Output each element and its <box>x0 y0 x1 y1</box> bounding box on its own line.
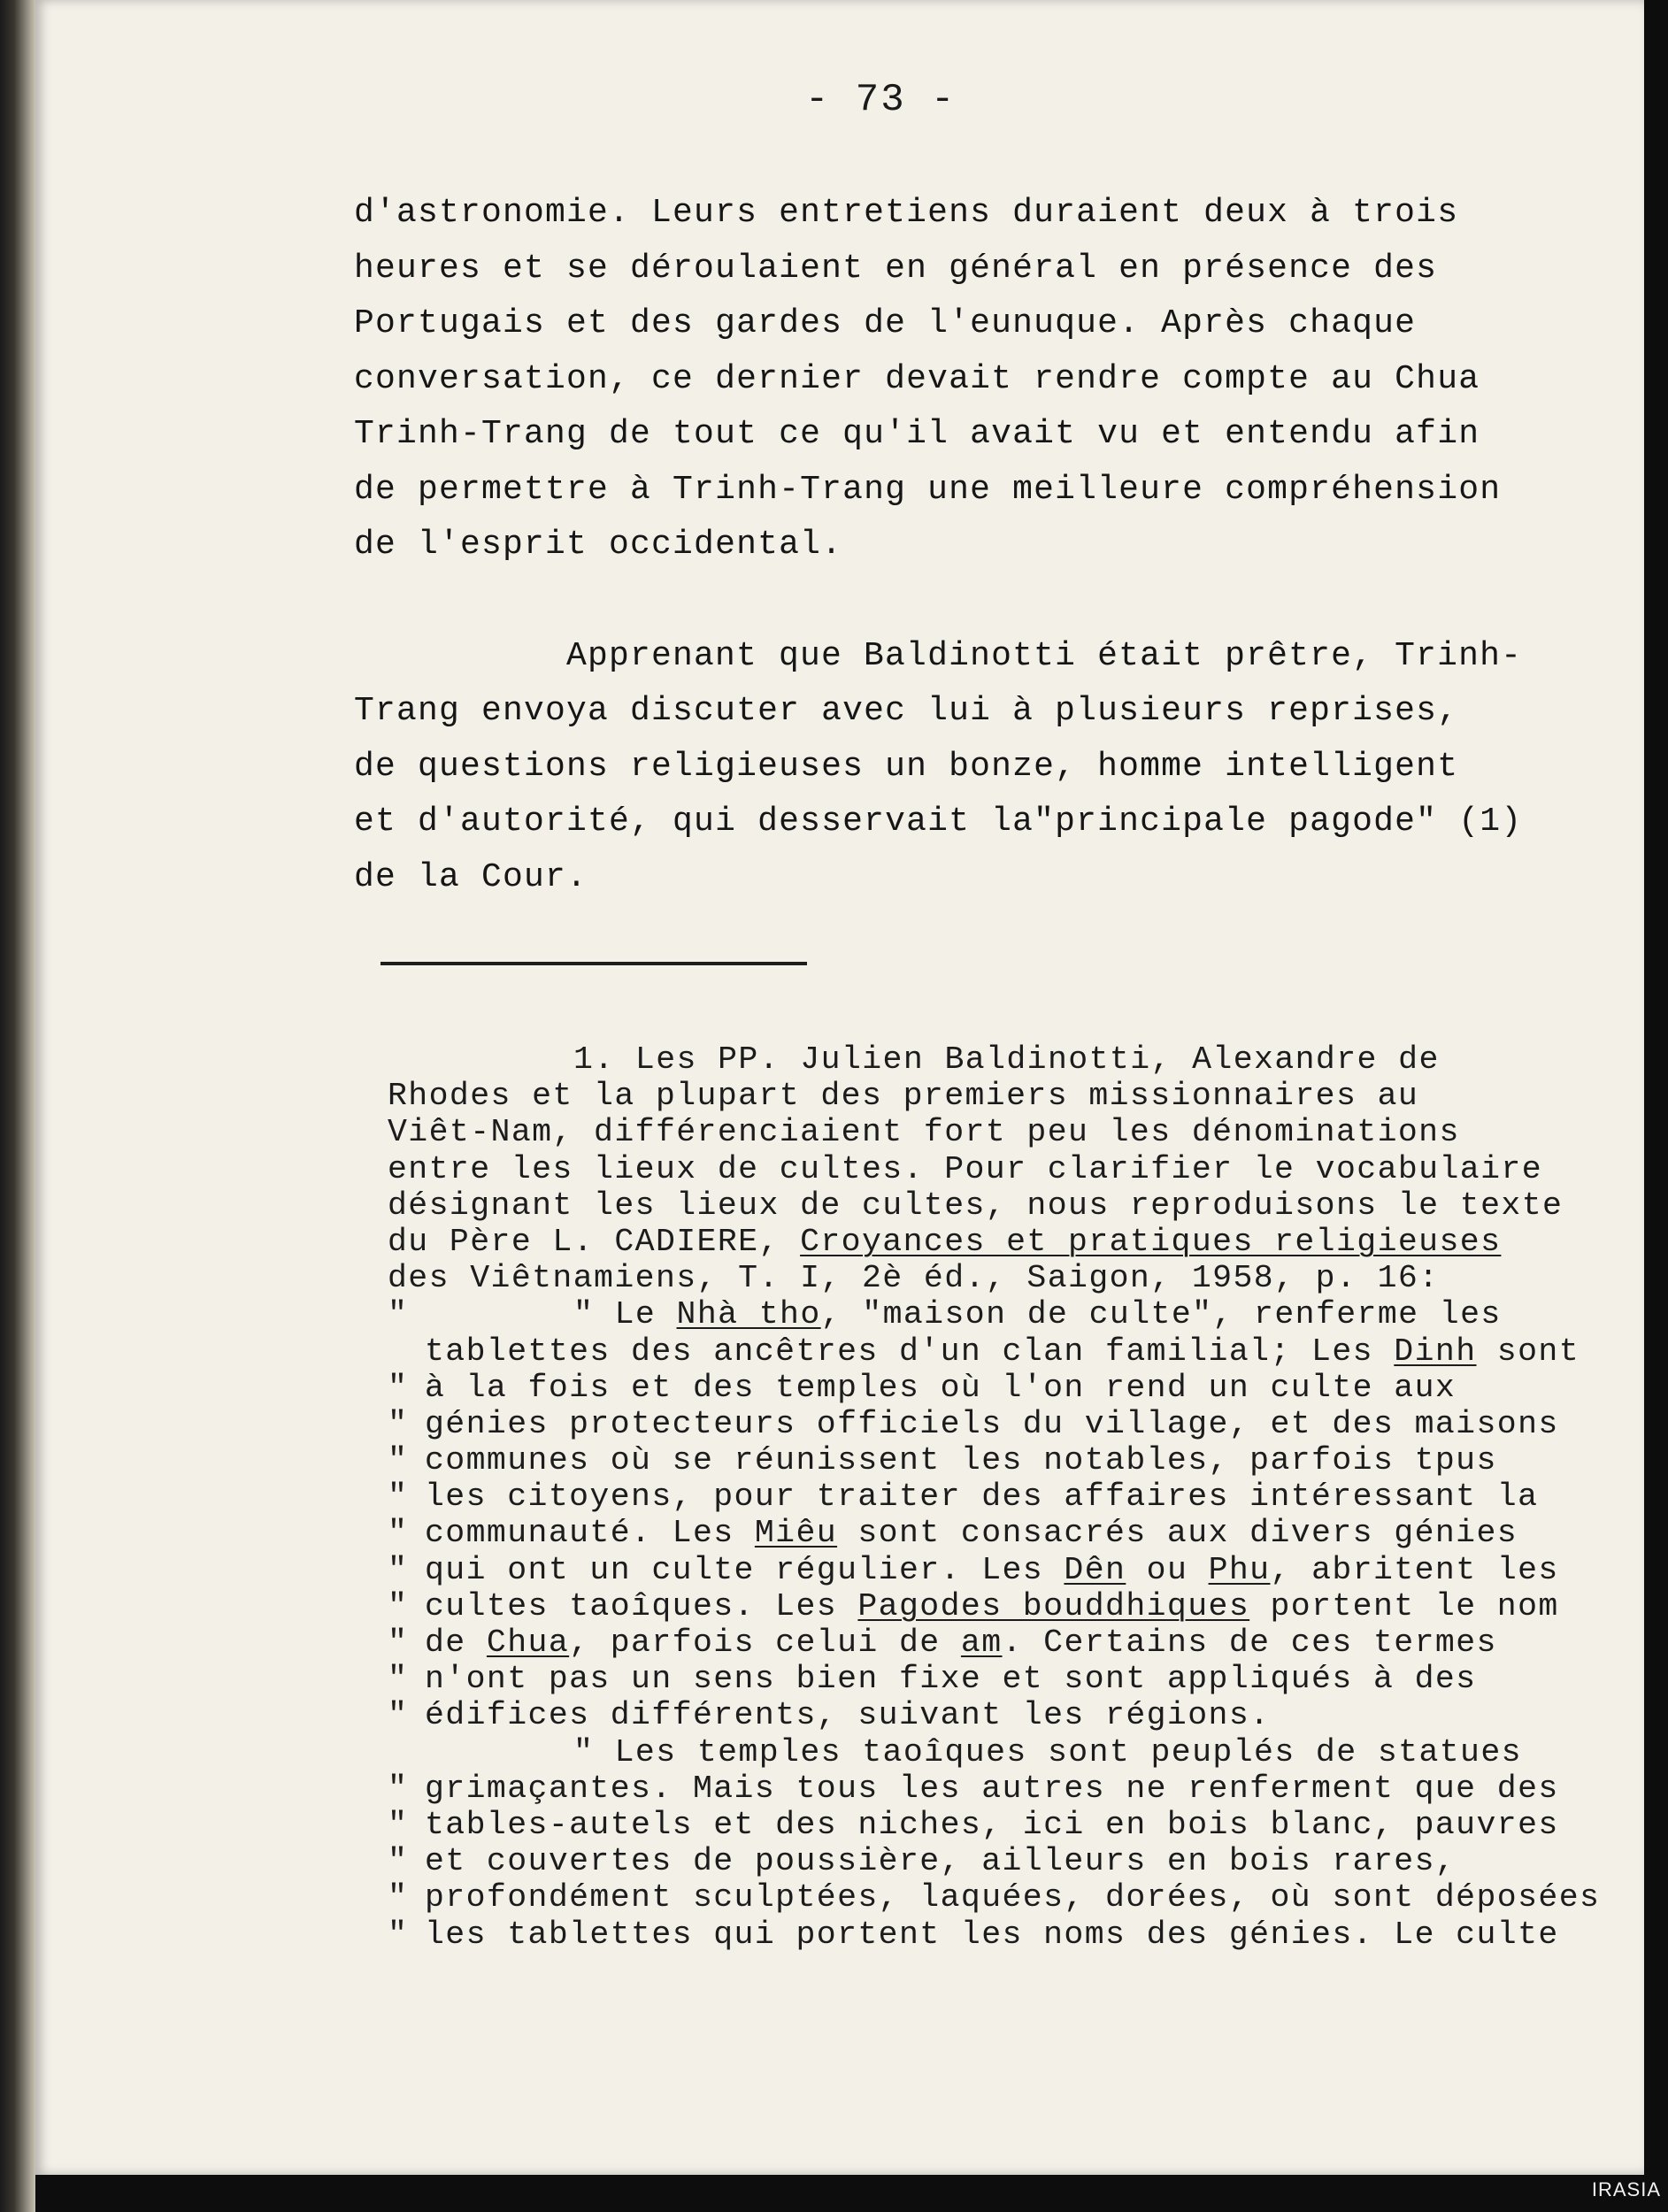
footnote <box>388 1041 1626 1953</box>
quote-mark: " <box>388 1551 409 1588</box>
footnote-text: cultes taoîques. Les <box>425 1587 858 1624</box>
footnote-text: communes où se réunissent les notables, parfois tpus <box>425 1442 1497 1479</box>
footnote-line <box>388 1370 1626 1406</box>
body-line: Apprenant que Baldinotti était prêtre, Trinh- <box>566 636 1523 675</box>
quote-mark: " <box>388 1442 409 1479</box>
footnote-line <box>388 1296 1626 1333</box>
footnote-text: qui ont un culte régulier. Les <box>425 1551 1065 1588</box>
body-line: de l'esprit occidental. <box>354 526 843 564</box>
term-pagodes-bouddhiques: Pagodes bouddhiques <box>857 1587 1250 1624</box>
footnote-text: communauté. Les <box>425 1515 755 1552</box>
footnote-text: à la fois et des temples où l'on rend un culte aux <box>425 1369 1457 1406</box>
term-chua: Chua <box>486 1624 570 1661</box>
page-number: - 73 - <box>805 78 957 122</box>
footnote-line <box>388 1770 1626 1807</box>
body-line: de questions religieuses un bonze, homme intelligent <box>354 747 1459 786</box>
quote-mark: " <box>388 1587 409 1624</box>
footnote-separator-rule <box>380 962 807 965</box>
footnote-line: Viêt-Nam, différenciaient fort peu les dénominations <box>388 1114 1460 1151</box>
term-am: am <box>960 1624 1003 1661</box>
body-line: et d'autorité, qui desservait la"principale pagode" (1) <box>354 803 1523 841</box>
quote-mark: " <box>388 1843 409 1880</box>
footnote-text: profondément sculptées, laquées, dorées, où sont déposées <box>425 1879 1601 1916</box>
footnote-text: . Certains de ces termes <box>1002 1624 1497 1661</box>
footnote-line <box>388 1406 1626 1442</box>
footnote-line <box>388 1843 1626 1879</box>
body-line: Trang envoya discuter avec lui à plusieurs reprises, <box>354 692 1459 730</box>
book-binding-edge <box>0 0 35 2212</box>
footnote-line: des Viêtnamiens, T. I, 2è éd., Saigon, 1958, p. 16: <box>388 1260 1440 1297</box>
footnote-text: , abritent les <box>1270 1551 1559 1588</box>
footnote-line: désignant les lieux de cultes, nous reproduisons le texte <box>388 1187 1564 1224</box>
quote-mark: " <box>388 1369 409 1406</box>
footnote-line <box>388 1479 1626 1515</box>
footnote-line <box>388 1697 1626 1733</box>
main-text <box>354 186 1593 905</box>
book-title: Croyances et pratiques religieuses <box>800 1223 1502 1260</box>
body-line: d'astronomie. Leurs entretiens duraient deux à trois <box>354 194 1459 232</box>
footnote-text: sont <box>1476 1333 1580 1370</box>
quote-mark: " <box>388 1697 409 1734</box>
term-dinh: Dinh <box>1394 1333 1477 1370</box>
footnote-line <box>388 1807 1626 1843</box>
quote-mark: " <box>388 1661 409 1698</box>
watermark: IRASIA <box>1591 2178 1661 2200</box>
quote-mark: " <box>388 1296 409 1333</box>
quote-mark: " <box>388 1624 409 1661</box>
footnote-line <box>388 1916 1626 1953</box>
footnote-text: sont consacrés aux divers génies <box>837 1515 1518 1552</box>
footnote-text: ou <box>1126 1551 1209 1588</box>
footnote-text: et couvertes de poussière, ailleurs en bois rares, <box>425 1843 1457 1880</box>
footnote-line <box>388 1879 1626 1916</box>
term-mieu: Miêu <box>754 1515 838 1552</box>
body-line: de la Cour. <box>354 857 588 896</box>
footnote-text: édifices différents, suivant les régions. <box>425 1697 1271 1734</box>
paragraph-gap <box>354 573 1593 629</box>
footnote-text: portent le nom <box>1249 1587 1559 1624</box>
body-line: Trinh-Trang de tout ce qu'il avait vu et entendu afin <box>354 415 1480 453</box>
footnote-text: grimaçantes. Mais tous les autres ne renferment que des <box>425 1770 1559 1807</box>
quote-mark: " <box>388 1515 409 1552</box>
footnote-text: les tablettes qui portent les noms des génies. Le culte <box>425 1916 1559 1953</box>
typewritten-page <box>35 0 1644 2175</box>
footnote-text: tables-autels et des niches, ici en bois blanc, pauvres <box>425 1806 1559 1843</box>
footnote-line <box>388 1734 1626 1770</box>
footnote-line: entre les lieux de cultes. Pour clarifier le vocabulaire <box>388 1150 1542 1187</box>
footnote-line: Rhodes et la plupart des premiers missionnaires au <box>388 1078 1419 1115</box>
footnote-line <box>388 1515 1626 1551</box>
quote-mark: " <box>388 1916 409 1953</box>
footnote-text: , "maison de culte", renferme les <box>820 1296 1502 1333</box>
quote-mark: " <box>388 1770 409 1807</box>
footnote-text: " Le <box>573 1296 677 1333</box>
footnote-line: 1. Les PP. Julien Baldinotti, Alexandre de <box>573 1041 1440 1078</box>
body-line: de permettre à Trinh-Trang une meilleure compréhension <box>354 470 1502 509</box>
footnote-line <box>388 1588 1626 1624</box>
quote-mark: " <box>388 1405 409 1442</box>
footnote-text: " Les temples taoîques sont peuplés de statues <box>573 1733 1522 1770</box>
body-line: conversation, ce dernier devait rendre compte au Chua <box>354 359 1480 398</box>
body-line: Portugais et des gardes de l'eunuque. Après chaque <box>354 304 1417 342</box>
quote-mark: " <box>388 1479 409 1516</box>
quote-mark: " <box>388 1806 409 1843</box>
footnote-line <box>388 1333 1626 1370</box>
footnote-text: de <box>425 1624 487 1661</box>
term-phu: Phu <box>1208 1551 1271 1588</box>
footnote-line <box>388 1224 1626 1260</box>
footnote-line <box>388 1661 1626 1697</box>
footnote-text: , parfois celui de <box>569 1624 961 1661</box>
footnote-line <box>388 1442 1626 1479</box>
footnote-line <box>388 1552 1626 1588</box>
quote-mark: " <box>388 1879 409 1916</box>
footnote-text: tablettes des ancêtres d'un clan familial; Les <box>425 1333 1395 1370</box>
term-den: Dên <box>1064 1551 1126 1588</box>
footnote-text: du Père L. CADIERE, <box>388 1223 801 1260</box>
footnote-text: n'ont pas un sens bien fixe et sont appliqués à des <box>425 1661 1477 1698</box>
term-nha-tho: Nhà tho <box>676 1296 821 1333</box>
footnote-text: les citoyens, pour traiter des affaires intéressant la <box>425 1479 1539 1516</box>
body-line: heures et se déroulaient en général en présence des <box>354 249 1438 288</box>
footnote-text: génies protecteurs officiels du village, et des maisons <box>425 1405 1559 1442</box>
footnote-line <box>388 1624 1626 1661</box>
